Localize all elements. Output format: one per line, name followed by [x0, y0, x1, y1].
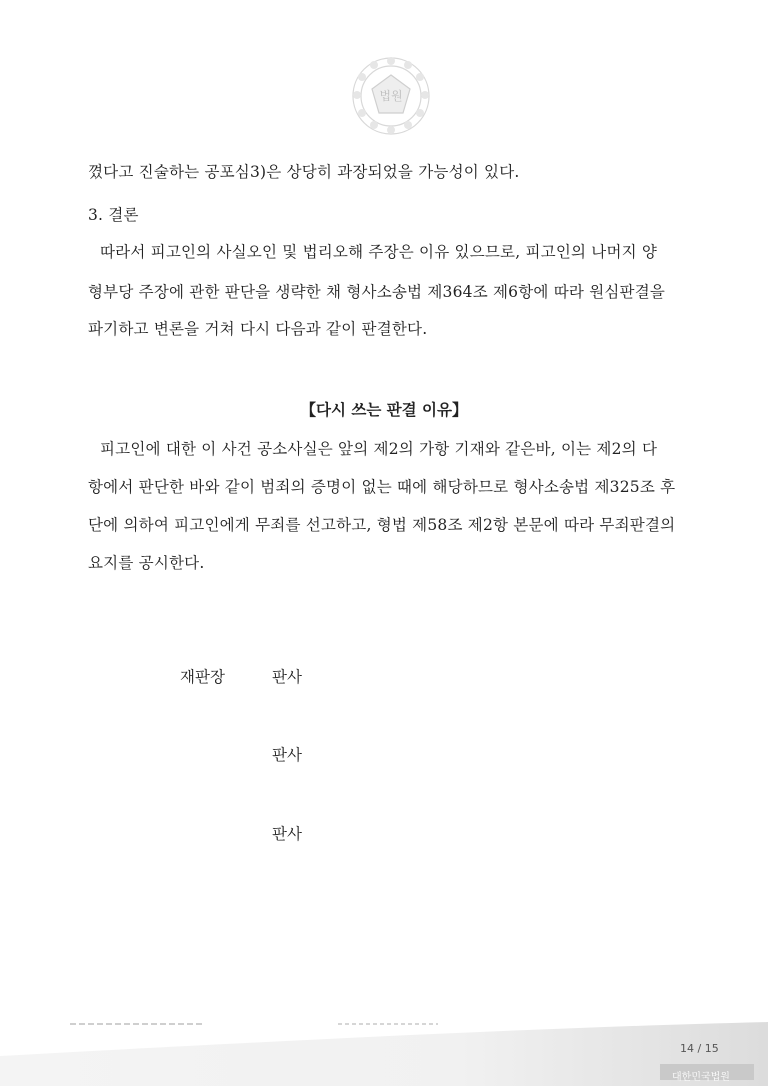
presiding-judge-label: 재판장	[180, 668, 225, 686]
text-line: 단에 의하여 피고인에게 무죄를 선고하고, 형법 제58조 제2항 본문에 따라 무죄판결의	[88, 516, 676, 534]
text-line: 피고인에 대한 이 사건 공소사실은 앞의 제2의 가항 기재와 같은바, 이는 제2의 다	[100, 440, 658, 458]
page-number: 14 / 15	[680, 1042, 719, 1055]
court-seal-icon	[350, 55, 432, 137]
judge-label: 판사	[272, 668, 302, 686]
text-line: 요지를 공시한다.	[88, 554, 205, 572]
text-line: 형부당 주장에 관한 판단을 생략한 채 형사소송법 제364조 제6항에 따라 원심판결을	[88, 283, 666, 301]
judge-label: 판사	[272, 746, 302, 764]
text-line: 꼈다고 진술하는 공포심3)은 상당히 과장되었을 가능성이 있다.	[88, 163, 520, 181]
text-line: 항에서 판단한 바와 같이 범죄의 증명이 없는 때에 해당하므로 형사소송법 제325조 후	[88, 478, 676, 496]
section-title: 3. 결론	[88, 206, 139, 224]
text-line: 파기하고 변론을 거쳐 다시 다음과 같이 판결한다.	[88, 320, 428, 338]
court-name: 대한민국법원	[672, 1072, 730, 1083]
section-heading: 【다시 쓰는 판결 이유】	[300, 401, 468, 419]
seal-text: 법원	[379, 89, 403, 103]
judge-label: 판사	[272, 825, 302, 843]
footer-band	[0, 1016, 768, 1086]
text-line: 따라서 피고인의 사실오인 및 법리오해 주장은 이유 있으므로, 피고인의 나머지 양	[100, 243, 658, 261]
